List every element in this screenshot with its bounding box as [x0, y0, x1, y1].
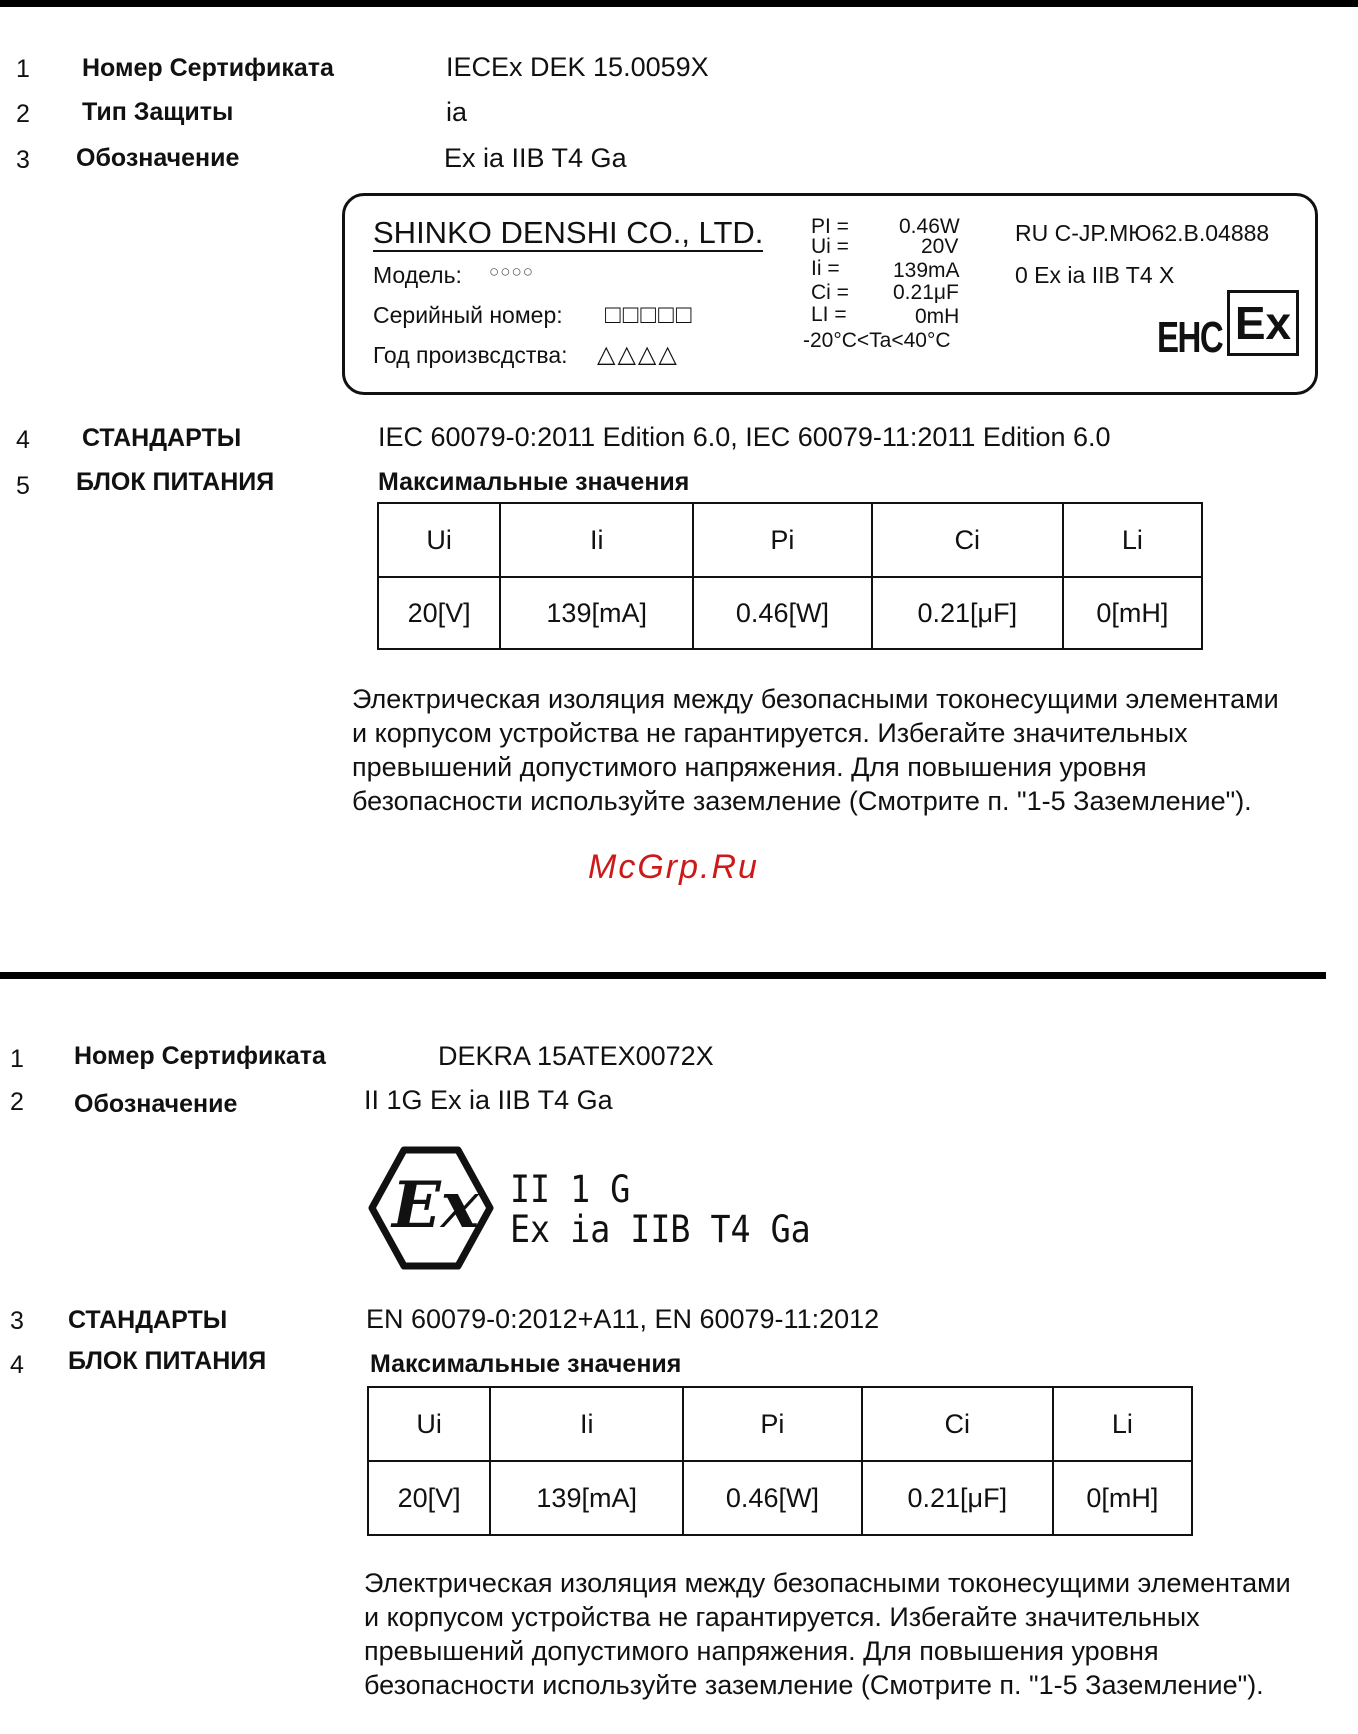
year-label: Год произвсдства: [373, 342, 568, 368]
table-header-cell: Li [1053, 1387, 1192, 1461]
table-header-cell: Pi [693, 503, 872, 577]
nameplate [342, 193, 1318, 395]
parameters-table [367, 1386, 1193, 1536]
certificate-label: Номер Сертификата [82, 54, 334, 82]
serial-value: □□□□□ [605, 299, 694, 329]
spec-key: Ui = [811, 235, 849, 258]
table-header-cell: Ui [378, 503, 500, 577]
year-value: △△△△ [597, 341, 679, 368]
table-header-cell: Ui [368, 1387, 490, 1461]
temperature-range: -20°C<Ta<40°C [803, 329, 951, 352]
standards-label: СТАНДАРТЫ [68, 1306, 228, 1334]
model-value: ○○○○ [489, 262, 535, 281]
spec-value: 0mH [915, 305, 960, 328]
ex-marking-text [510, 1170, 811, 1250]
model-label: Модель: [373, 262, 462, 288]
table-row [378, 577, 1202, 649]
item-number: 4 [16, 426, 30, 454]
table-cell: 0.46[W] [693, 577, 872, 649]
isolation-note: Электрическая изоляция между безопасными токонесущими элементами и корпусом устройства не гарантируется. Избегайте значительных превышений допустимого напряжения. Для повышения уровня безопасности используйте заземление (Смотрите п. "1-5 Заземление"). [352, 684, 1279, 816]
designation-value: Ex ia IIB T4 Ga [444, 143, 627, 173]
item-number: 1 [16, 55, 30, 83]
standards-value: EN 60079-0:2012+A11, EN 60079-11:2012 [366, 1304, 880, 1334]
table-cell: 0[mH] [1053, 1461, 1192, 1535]
table-header-cell: Pi [683, 1387, 862, 1461]
table-header-cell: Ii [490, 1387, 683, 1461]
designation-label: Обозначение [74, 1090, 238, 1118]
eac-logo: EHC [1157, 313, 1223, 362]
spec-key: LI = [811, 303, 847, 326]
table-header-row [368, 1387, 1192, 1461]
protection-type-value: ia [446, 97, 468, 127]
nameplate-marking: 0 Ex ia IIB T4 X [1015, 262, 1175, 288]
spec-value: 20V [921, 235, 959, 258]
item-number: 2 [16, 100, 30, 128]
power-supply-label: БЛОК ПИТАНИЯ [68, 1347, 267, 1375]
table-header-cell: Ci [872, 503, 1063, 577]
table-row [368, 1461, 1192, 1535]
spec-key: Ii = [811, 257, 840, 280]
power-supply-label: БЛОК ПИТАНИЯ [76, 468, 275, 496]
max-values-subtitle: Максимальные значения [378, 468, 690, 496]
item-number: 4 [10, 1351, 24, 1379]
spec-value: 0.46W [899, 215, 960, 238]
parameters-table [377, 502, 1203, 650]
table-cell: 139[mA] [490, 1461, 683, 1535]
top-rule [0, 0, 1358, 7]
table-cell: 0.21[μF] [872, 577, 1063, 649]
certificate-value: DEKRA 15ATEX0072X [438, 1041, 714, 1071]
standards-value: IEC 60079-0:2011 Edition 6.0, IEC 60079-11:2011 Edition 6.0 [378, 422, 1111, 452]
item-number: 2 [10, 1088, 24, 1116]
table-header-cell: Ii [500, 503, 693, 577]
spec-key: Ci = [811, 281, 849, 304]
ex-marking-line1: II 1 G [510, 1168, 631, 1211]
isolation-note: Электрическая изоляция между безопасными токонесущими элементами и корпусом устройства не гарантируется. Избегайте значительных превышений допустимого напряжения. Для повышения уровня безопасности используйте заземление (Смотрите п. "1-5 Заземление"). [364, 1568, 1291, 1700]
table-header-row [378, 503, 1202, 577]
table-cell: 20[V] [368, 1461, 490, 1535]
standards-label: СТАНДАРТЫ [82, 424, 242, 452]
item-number: 3 [10, 1307, 24, 1335]
table-header-cell: Ci [862, 1387, 1053, 1461]
spec-value: 0.21μF [893, 281, 959, 304]
serial-label: Серийный номер: [373, 302, 563, 328]
certificate-label: Номер Сертификата [74, 1042, 326, 1070]
designation-value: II 1G Ex ia IIB T4 Ga [364, 1085, 613, 1115]
table-cell: 20[V] [378, 577, 500, 649]
max-values-subtitle: Максимальные значения [370, 1350, 682, 1378]
spec-key: PI = [811, 215, 849, 238]
certificate-value: IECEx DEK 15.0059X [446, 52, 709, 82]
section-divider [0, 972, 1326, 979]
ex-logo: Ex [1227, 290, 1299, 356]
protection-type-label: Тип Защиты [82, 98, 234, 126]
certificate-code: RU C-JP.МЮ62.B.04888 [1015, 220, 1270, 246]
designation-label: Обозначение [76, 144, 240, 172]
manufacturer-name: SHINKO DENSHI CO., LTD. [373, 215, 764, 250]
table-cell: 0[mH] [1063, 577, 1202, 649]
item-number: 5 [16, 472, 30, 500]
table-header-cell: Li [1063, 503, 1202, 577]
ex-marking-line2: Ex ia IIB T4 Ga [510, 1208, 811, 1251]
table-cell: 0.46[W] [683, 1461, 862, 1535]
item-number: 1 [10, 1045, 24, 1073]
ex-symbol-text: Ex [392, 1168, 479, 1243]
watermark: McGrp.Ru [588, 848, 759, 886]
item-number: 3 [16, 146, 30, 174]
table-cell: 0.21[μF] [862, 1461, 1053, 1535]
spec-value: 139mA [893, 259, 960, 282]
table-cell: 139[mA] [500, 577, 693, 649]
